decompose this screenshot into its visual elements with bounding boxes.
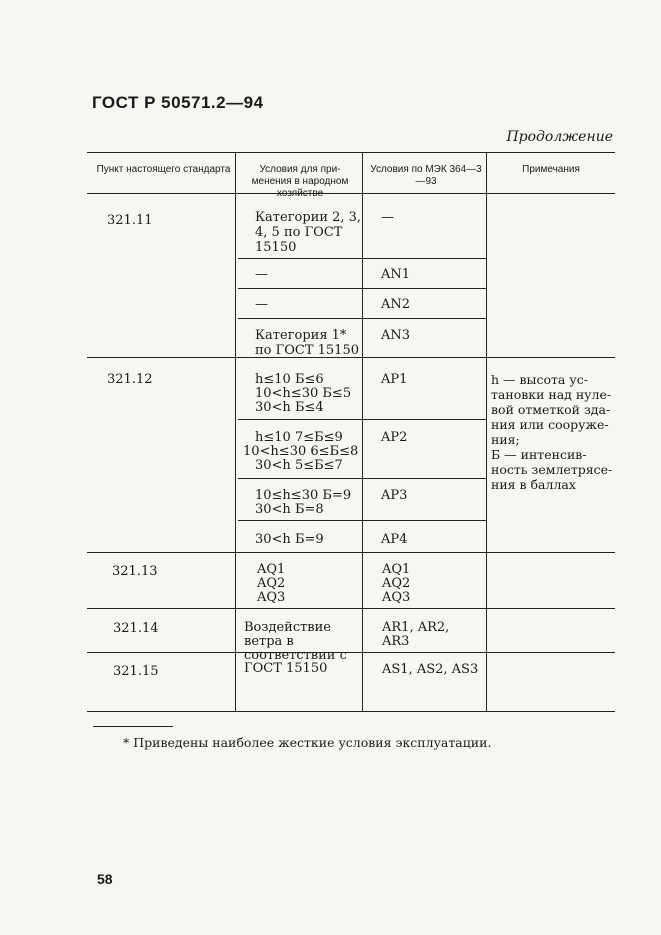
condition-line: Воздействие bbox=[244, 620, 331, 635]
condition-line: 30<h Б=9 bbox=[255, 532, 324, 547]
condition-line: ветра в bbox=[244, 634, 294, 649]
iec-code: AN1 bbox=[381, 267, 411, 282]
iec-code: AQ1 bbox=[382, 562, 411, 577]
condition-line: 10<h≤30 Б≤5 bbox=[255, 386, 352, 401]
iec-code: AQ2 bbox=[382, 576, 411, 591]
condition-line: AQ3 bbox=[257, 590, 286, 605]
condition-line: 4, 5 по ГОСТ bbox=[255, 225, 343, 240]
iec-code: AN3 bbox=[381, 328, 411, 343]
note-line: Б — интенсив- bbox=[491, 447, 587, 462]
condition-line: h≤10 7≤Б≤9 bbox=[255, 430, 343, 445]
item-number: 321.12 bbox=[107, 372, 153, 387]
condition-line: Категория 1* bbox=[255, 328, 347, 343]
condition-line: ГОСТ 15150 bbox=[244, 661, 328, 676]
note-line: вой отметкой зда- bbox=[491, 402, 611, 417]
condition-line: AQ1 bbox=[257, 562, 286, 577]
footnote: * Приведены наиболее жесткие условия эксплуатации. bbox=[123, 735, 492, 750]
note-line: ния; bbox=[491, 432, 520, 447]
condition-line: 10≤h≤30 Б=9 bbox=[255, 488, 352, 503]
standard-code: ГОСТ Р 50571.2—94 bbox=[92, 93, 264, 112]
condition-line: 15150 bbox=[255, 240, 297, 255]
item-number: 321.11 bbox=[107, 213, 153, 228]
condition-line: Категории 2, 3, bbox=[255, 210, 362, 225]
footnote-rule bbox=[93, 726, 173, 727]
page-number: 58 bbox=[97, 871, 113, 887]
condition-line: 30<h Б≤4 bbox=[255, 400, 324, 415]
note-line: ния или сооруже- bbox=[491, 417, 609, 432]
condition-line: 30<h Б=8 bbox=[255, 502, 324, 517]
item-number: 321.14 bbox=[113, 621, 159, 636]
condition-line: — bbox=[255, 267, 268, 282]
col-header-item: Пункт настоящего стандарта bbox=[96, 164, 231, 175]
note-line: ния в баллах bbox=[491, 477, 576, 492]
iec-code: AN2 bbox=[381, 297, 411, 312]
item-number: 321.15 bbox=[113, 664, 159, 679]
continuation-label: Продолжение bbox=[506, 129, 613, 145]
col-header-conditions: Условия для при-менения в народном хозяйстве bbox=[251, 164, 349, 199]
iec-code: AP2 bbox=[381, 430, 408, 445]
item-number: 321.13 bbox=[112, 564, 158, 579]
condition-line: соответствии с bbox=[244, 648, 347, 663]
condition-line: по ГОСТ 15150 bbox=[255, 343, 359, 358]
note-line: h — высота ус- bbox=[491, 372, 588, 387]
condition-line: 10<h≤30 6≤Б≤8 bbox=[243, 444, 359, 459]
iec-code: AR3 bbox=[382, 634, 410, 649]
note-line: ность землетрясе- bbox=[491, 462, 613, 477]
col-header-iec: Условия по МЭК 364—3—93 bbox=[370, 164, 482, 187]
col-header-notes: Примечания bbox=[522, 164, 580, 175]
iec-code: AS1, AS2, AS3 bbox=[382, 662, 479, 677]
iec-code: AQ3 bbox=[382, 590, 411, 605]
iec-code: AP1 bbox=[381, 372, 408, 387]
condition-line: AQ2 bbox=[257, 576, 286, 591]
iec-code: — bbox=[381, 210, 394, 225]
condition-line: 30<h 5≤Б≤7 bbox=[255, 458, 343, 473]
iec-code: AP3 bbox=[381, 488, 408, 503]
condition-line: h≤10 Б≤6 bbox=[255, 372, 324, 387]
note-line: тановки над нуле- bbox=[491, 387, 612, 402]
iec-code: AP4 bbox=[381, 532, 408, 547]
condition-line: — bbox=[255, 297, 268, 312]
iec-code: AR1, AR2, bbox=[382, 620, 450, 635]
